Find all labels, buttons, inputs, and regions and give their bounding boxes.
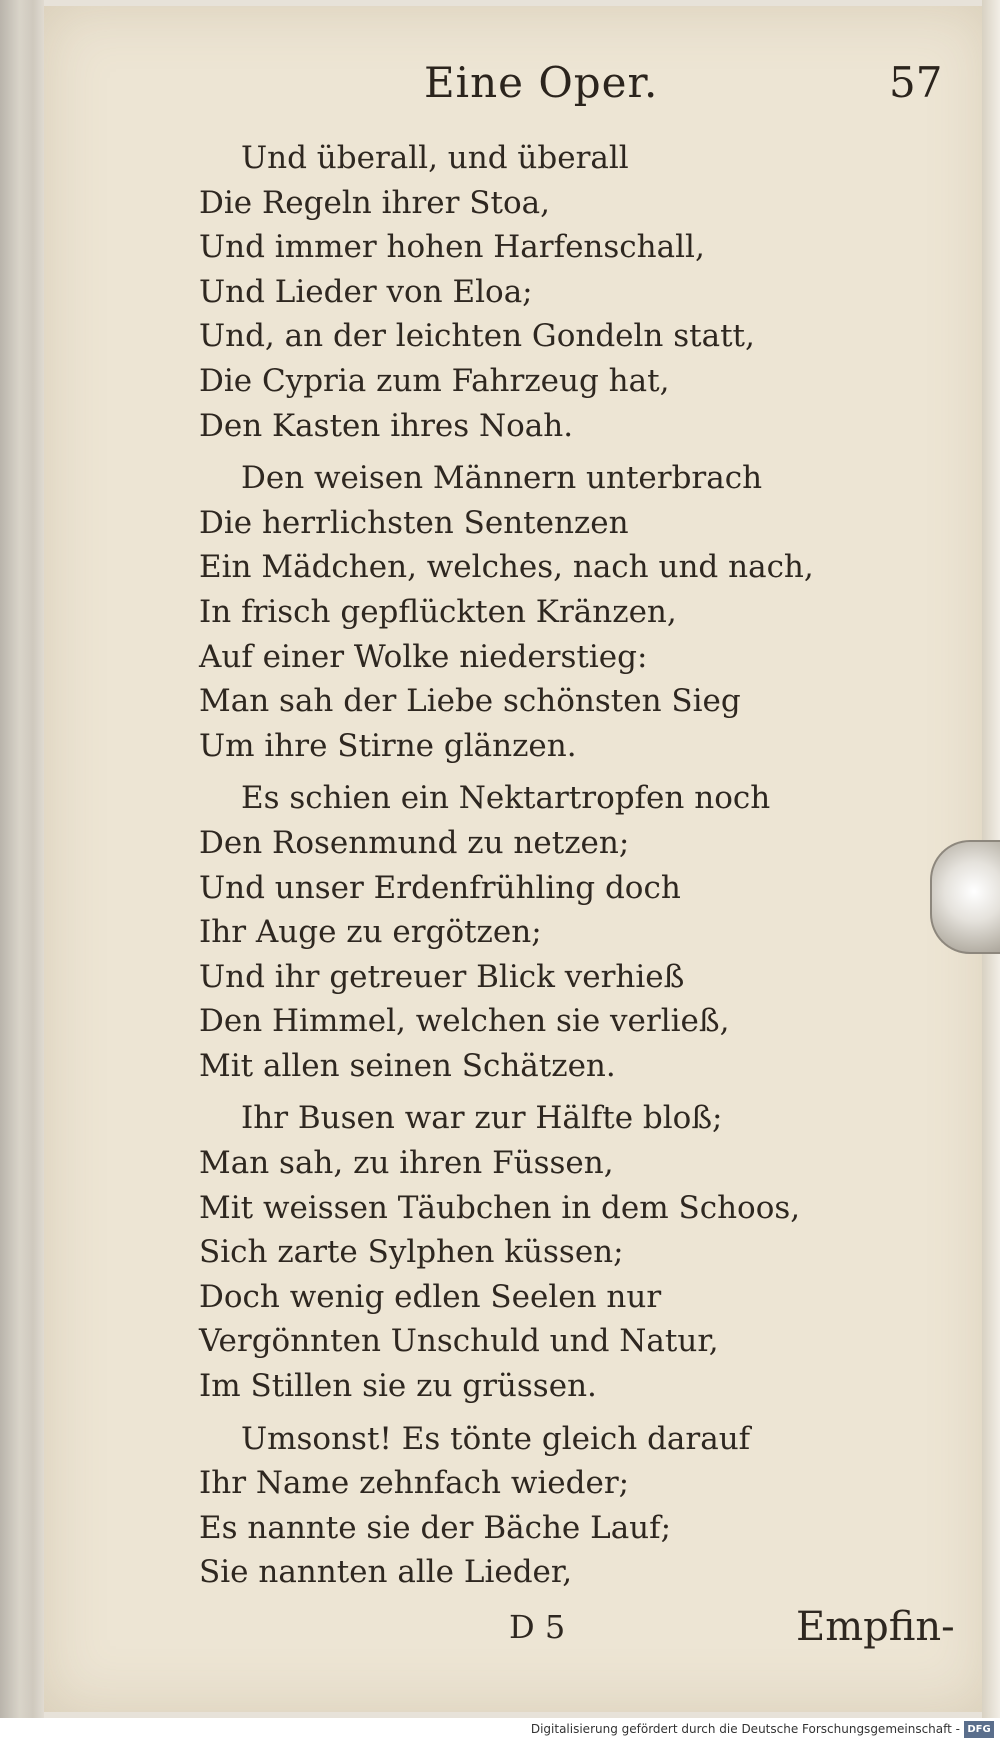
poem-line: In frisch gepflückten Kränzen,	[199, 593, 677, 630]
stanza	[199, 456, 819, 768]
stanza	[199, 136, 819, 448]
poem-line: Ihr Name zehnfach wieder;	[199, 1465, 630, 1502]
page-number: 57	[889, 58, 943, 107]
stanza	[199, 1096, 819, 1408]
running-title: Eine Oper.	[424, 58, 659, 107]
poem-line: Und überall, und überall	[241, 140, 629, 176]
poem-line: Mit weissen Täubchen in dem Schoos,	[199, 1189, 801, 1226]
poem-line: Und immer hohen Harfenschall,	[199, 229, 705, 266]
page-footer	[44, 1604, 990, 1668]
poem-line: Man sah, zu ihren Füssen,	[199, 1145, 614, 1182]
poem-line: Doch wenig edlen Seelen nur	[199, 1278, 662, 1315]
poem-line: Und ihr getreuer Blick verhieß	[199, 958, 685, 995]
dfg-logo-icon: DFG	[964, 1721, 994, 1738]
poem-line: Die herrlichsten Sentenzen	[199, 504, 629, 541]
poem-line: Auf einer Wolke niederstieg:	[199, 638, 648, 675]
poem-line: Ihr Busen war zur Hälfte bloß;	[241, 1100, 723, 1137]
stanza	[199, 1417, 819, 1595]
poem-line: Die Cypria zum Fahrzeug hat,	[199, 362, 670, 399]
poem-line: Mit allen seinen Schätzen.	[199, 1047, 616, 1084]
catchword: Empfin-	[796, 1604, 955, 1650]
poem-line: Sich zarte Sylphen küssen;	[199, 1234, 624, 1271]
poem-line: Es nannte sie der Bäche Lauf;	[199, 1509, 672, 1546]
poem-line: Den Kasten ihres Noah.	[199, 407, 574, 444]
poem-line: Und unser Erdenfrühling doch	[199, 869, 681, 906]
poem-line: Und Lieder von Eloa;	[199, 273, 533, 310]
page-clip-icon	[930, 840, 1000, 954]
poem-line: Im Stillen sie zu grüssen.	[199, 1368, 597, 1405]
signature-mark: D 5	[509, 1608, 566, 1646]
poem-line: Es schien ein Nektartropfen noch	[241, 780, 771, 817]
poem-line: Ihr Auge zu ergötzen;	[199, 914, 542, 951]
poem-line: Und, an der leichten Gondeln statt,	[199, 318, 755, 355]
poem-line: Den weisen Männern unterbrach	[241, 460, 763, 497]
credit-bar	[0, 1718, 1000, 1743]
poem-line: Um ihre Stirne glänzen.	[199, 727, 577, 764]
funding-credit: Digitalisierung gefördert durch die Deutsche Forschungsgemeinschaft -	[530, 1722, 960, 1736]
poem-line: Die Regeln ihrer Stoa,	[199, 184, 550, 221]
book-page	[44, 6, 991, 1712]
poem-line: Den Rosenmund zu netzen;	[199, 824, 630, 861]
stanza	[199, 776, 819, 1088]
book-spine	[0, 0, 44, 1718]
poem-text	[199, 136, 819, 1595]
poem-line: Den Himmel, welchen sie verließ,	[199, 1003, 730, 1040]
poem-line: Sie nannten alle Lieder,	[199, 1554, 573, 1591]
poem-line: Man sah der Liebe schönsten Sieg	[199, 683, 741, 720]
poem-line: Vergönnten Unschuld und Natur,	[199, 1323, 719, 1360]
page-header	[44, 58, 990, 118]
poem-line: Umsonst! Es tönte gleich darauf	[241, 1420, 751, 1457]
poem-line: Ein Mädchen, welches, nach und nach,	[199, 549, 814, 586]
